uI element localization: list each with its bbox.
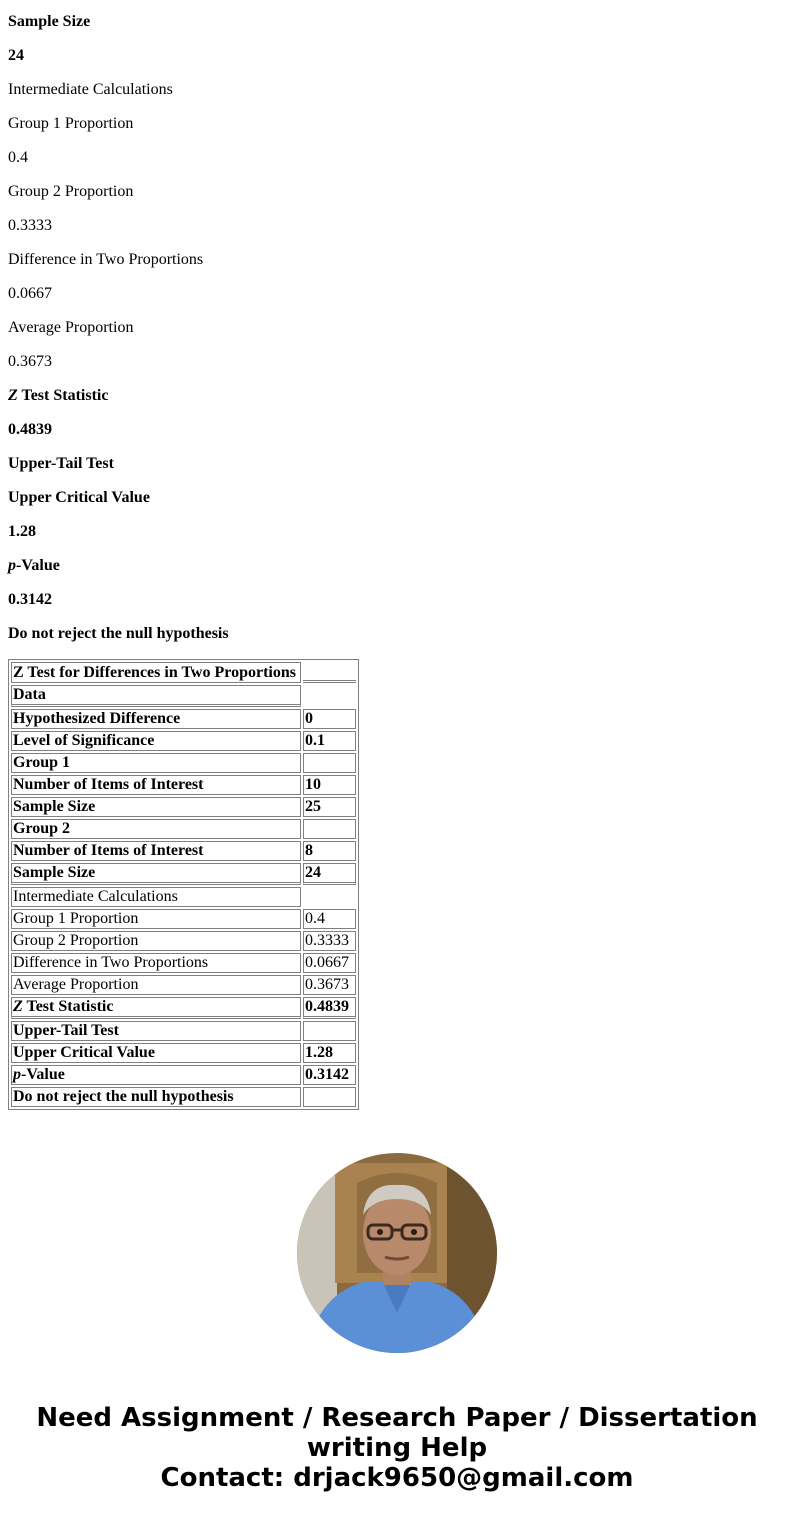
table-avg-value: 0.3673 xyxy=(303,975,356,995)
table-row xyxy=(11,975,356,995)
summary-ucv-value: 1.28 xyxy=(8,523,36,540)
table-cell-empty xyxy=(303,1021,356,1041)
table-g2-items-label: Number of Items of Interest xyxy=(11,841,301,861)
avatar xyxy=(297,1153,497,1353)
table-g2-items-value: 8 xyxy=(303,841,356,861)
table-group2-header: Group 2 xyxy=(11,819,301,839)
banner-line-2: writing Help xyxy=(306,1433,488,1463)
table-g2-prop-value: 0.3333 xyxy=(303,931,356,951)
z-test-table xyxy=(8,659,359,1110)
summary-intermediate-label: Intermediate Calculations xyxy=(8,81,173,98)
table-row xyxy=(11,731,356,751)
table-upper-tail: Upper-Tail Test xyxy=(11,1021,301,1041)
summary-z-label xyxy=(8,387,108,405)
table-los-label: Level of Significance xyxy=(11,731,301,751)
table-z-rest: Test Statistic xyxy=(22,998,114,1015)
summary-p-italic: p xyxy=(8,557,16,574)
person-photo-icon xyxy=(297,1153,497,1353)
table-g1-items-value: 10 xyxy=(303,775,356,795)
table-ucv-value: 1.28 xyxy=(303,1043,356,1063)
table-p-italic: p xyxy=(13,1066,21,1083)
summary-z-value: 0.4839 xyxy=(8,421,52,438)
table-los-value: 0.1 xyxy=(303,731,356,751)
table-row xyxy=(11,1065,356,1085)
table-hyp-diff-value: 0 xyxy=(303,709,356,729)
table-cell-empty xyxy=(303,819,356,839)
table-g1-prop-label: Group 1 Proportion xyxy=(11,909,301,929)
table-row xyxy=(11,775,356,795)
table-cell-empty xyxy=(303,662,356,683)
table-g2-prop-label: Group 2 Proportion xyxy=(11,931,301,951)
table-row xyxy=(11,909,356,929)
summary-z-italic: Z xyxy=(8,387,18,404)
table-row xyxy=(11,797,356,817)
table-row xyxy=(11,819,356,839)
table-row xyxy=(11,685,356,707)
table-title: Z Test for Differences in Two Proportions xyxy=(11,662,301,683)
banner-line-1: Need Assignment / Research Paper / Dissertation xyxy=(36,1403,758,1433)
table-g1-size-label: Sample Size xyxy=(11,797,301,817)
table-g2-size-value: 24 xyxy=(303,863,356,885)
summary-g2-prop-label: Group 2 Proportion xyxy=(8,183,134,200)
summary-p-value: 0.3142 xyxy=(8,591,52,608)
summary-g1-prop-label: Group 1 Proportion xyxy=(8,115,134,132)
table-ucv-label: Upper Critical Value xyxy=(11,1043,301,1063)
table-row xyxy=(11,1021,356,1041)
summary-avg-value: 0.3673 xyxy=(8,353,52,370)
summary-g1-prop-value: 0.4 xyxy=(8,149,28,166)
summary-avg-label: Average Proportion xyxy=(8,319,134,336)
table-p-label xyxy=(11,1065,301,1085)
table-row xyxy=(11,863,356,885)
table-g2-size-label: Sample Size xyxy=(11,863,301,885)
summary-sample-size-value: 24 xyxy=(8,47,24,64)
table-z-italic: Z xyxy=(13,998,23,1015)
summary-g2-prop-value: 0.3333 xyxy=(8,217,52,234)
summary-diff-label: Difference in Two Proportions xyxy=(8,251,204,268)
table-row xyxy=(11,753,356,773)
summary-ucv-label: Upper Critical Value xyxy=(8,489,150,506)
table-decision: Do not reject the null hypothesis xyxy=(11,1087,301,1107)
table-row xyxy=(11,841,356,861)
table-cell-empty xyxy=(303,753,356,773)
table-hyp-diff-label: Hypothesized Difference xyxy=(11,709,301,729)
summary-decision: Do not reject the null hypothesis xyxy=(8,625,229,642)
table-p-rest: -Value xyxy=(21,1066,65,1083)
summary-sample-size-label: Sample Size xyxy=(8,13,91,30)
table-data-header: Data xyxy=(11,685,301,707)
table-p-value: 0.3142 xyxy=(303,1065,356,1085)
table-row xyxy=(11,709,356,729)
table-row xyxy=(11,997,356,1019)
summary-z-rest: Test Statistic xyxy=(17,387,109,404)
table-diff-label: Difference in Two Proportions xyxy=(11,953,301,973)
table-row xyxy=(11,1043,356,1063)
table-g1-items-label: Number of Items of Interest xyxy=(11,775,301,795)
table-row xyxy=(11,662,356,683)
table-z-value: 0.4839 xyxy=(303,997,356,1019)
banner-contact[interactable]: Contact: drjack9650@gmail.com xyxy=(160,1463,634,1493)
summary-upper-tail: Upper-Tail Test xyxy=(8,455,114,472)
contact-banner xyxy=(0,1403,794,1493)
table-row xyxy=(11,1087,356,1107)
table-g1-prop-value: 0.4 xyxy=(303,909,356,929)
table-row xyxy=(11,887,356,907)
table-row xyxy=(11,931,356,951)
summary-p-label xyxy=(8,557,60,575)
table-cell-empty xyxy=(303,1087,356,1107)
table-avg-label: Average Proportion xyxy=(11,975,301,995)
table-group1-header: Group 1 xyxy=(11,753,301,773)
table-cell-empty xyxy=(303,887,356,907)
table-row xyxy=(11,953,356,973)
table-g1-size-value: 25 xyxy=(303,797,356,817)
summary-p-rest: -Value xyxy=(16,557,60,574)
summary-diff-value: 0.0667 xyxy=(8,285,52,302)
table-diff-value: 0.0667 xyxy=(303,953,356,973)
table-z-label xyxy=(11,997,301,1019)
table-cell-empty xyxy=(303,685,356,707)
table-intermediate-label: Intermediate Calculations xyxy=(11,887,301,907)
